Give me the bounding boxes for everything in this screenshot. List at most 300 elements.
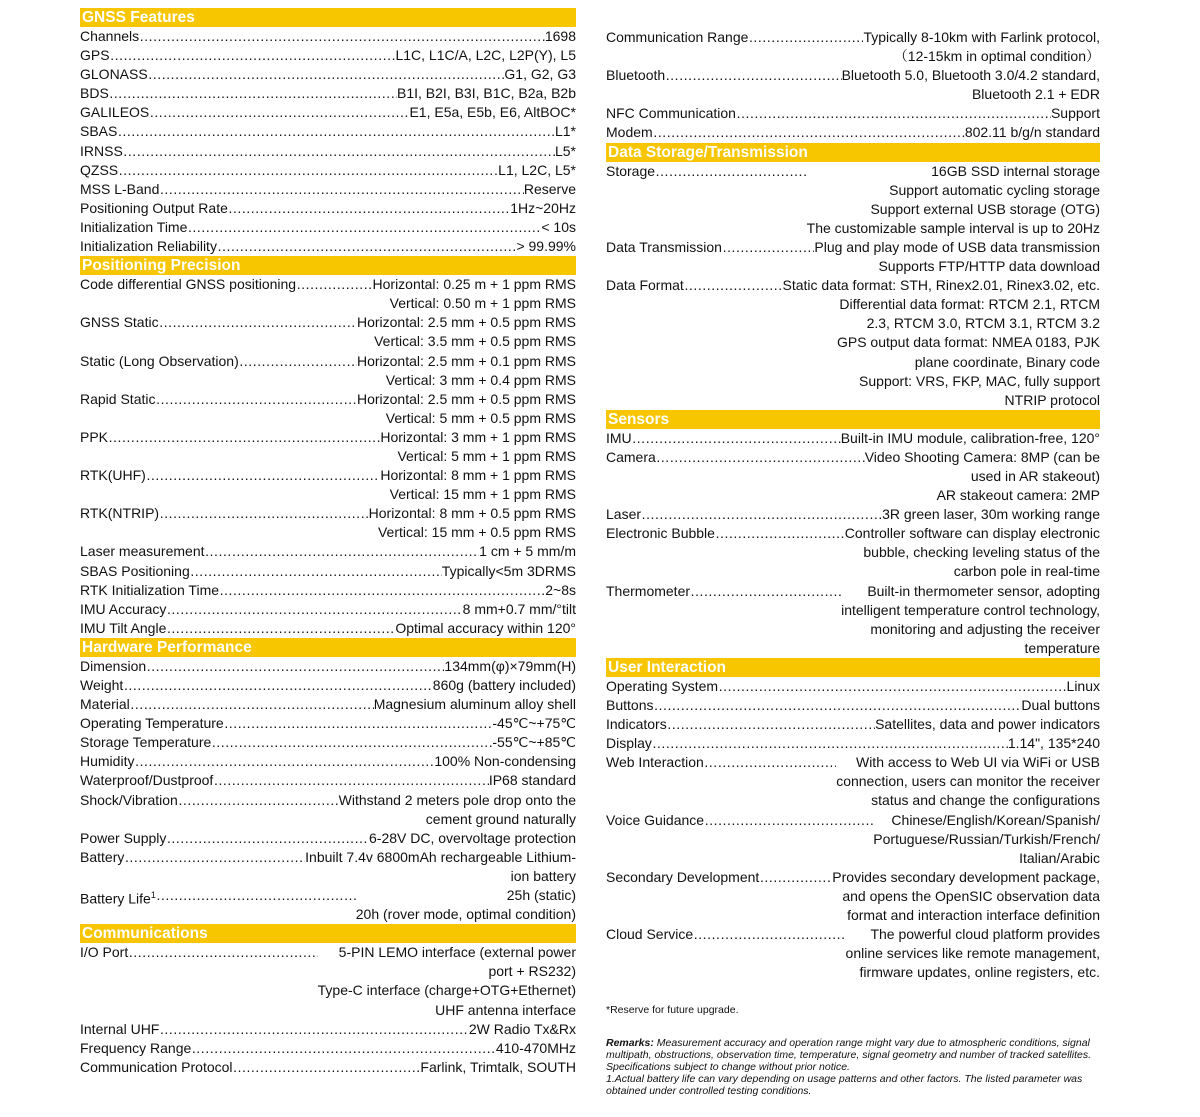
spec-label (606, 104, 736, 123)
spec-label (606, 677, 718, 696)
spec-value: Bluetooth 2.1 + EDR (971, 86, 1100, 103)
spec-row-electronic-bubble (606, 524, 1100, 581)
section-communications (80, 924, 576, 1077)
spec-label (80, 943, 128, 962)
spec-row-frequency-range (80, 1039, 576, 1058)
spec-label (80, 886, 156, 909)
spec-value: 2.3, RTCM 3.0, RTCM 3.1, RTCM 3.2 (866, 315, 1100, 332)
spec-value: Horizontal: 8 mm + 0.5 ppm RMS (368, 505, 576, 522)
spec-label-text: RTK Initialization Time (80, 581, 220, 598)
spec-row-initialization-reliability (80, 237, 576, 256)
section-hardware-performance (80, 638, 576, 924)
spec-label (80, 542, 205, 561)
spec-row-ppk (80, 428, 576, 466)
spec-row-data-transmission (606, 238, 1100, 276)
spec-value: Vertical: 3 mm + 0.4 ppm RMS (385, 371, 576, 388)
spec-label (606, 448, 656, 467)
dot-leader (139, 27, 545, 46)
spec-label-text: BDS (80, 85, 109, 102)
spec-row-rtk-uhf (80, 466, 576, 504)
spec-label (606, 715, 667, 734)
communications-continued (606, 28, 1100, 143)
spec-value: Horizontal: 2.5 mm + 0.5 ppm RMS (356, 390, 576, 407)
spec-label (80, 180, 159, 199)
spec-value: 6-28V DC, overvoltage protection (369, 829, 576, 846)
spec-row-operating-system (606, 677, 1100, 696)
spec-values (783, 276, 1100, 410)
spec-value: Built-in thermometer sensor, adopting (867, 582, 1100, 599)
spec-row-storage-temperature (80, 733, 576, 752)
spec-row-mss-l-band (80, 180, 576, 199)
section-positioning-precision (80, 256, 576, 638)
spec-value: Vertical: 3.5 mm + 0.5 ppm RMS (374, 333, 576, 350)
dot-leader (123, 676, 432, 695)
spec-label (80, 275, 296, 294)
dot-leader (736, 104, 1051, 123)
dot-leader (159, 504, 369, 523)
spec-value: connection, users can monitor the receiver (836, 773, 1100, 790)
spec-row-laser (606, 505, 1100, 524)
spec-values (395, 619, 576, 638)
spec-values (357, 390, 576, 428)
spec-value: GPS output data format: NMEA 0183, PJK (836, 334, 1100, 351)
spec-value: > 99.99% (516, 238, 576, 255)
dot-leader (166, 619, 395, 638)
spec-value: Static data format: STH, Rinex2.01, Rinex3.02, etc. (782, 277, 1100, 294)
spec-row-gps (80, 46, 576, 65)
dot-leader (213, 771, 489, 790)
spec-label (80, 695, 130, 714)
spec-row-initialization-time (80, 218, 576, 237)
dot-leader (148, 65, 505, 84)
spec-values (380, 466, 576, 504)
dot-leader (715, 524, 845, 543)
spec-value: 1 cm + 5 mm/m (479, 543, 576, 560)
spec-row-shock-vibration (80, 791, 576, 829)
right-sections (606, 143, 1100, 983)
spec-values (1067, 677, 1100, 696)
dot-leader (718, 677, 1066, 696)
spec-label (80, 46, 110, 65)
spec-values (1021, 696, 1100, 715)
dot-leader (217, 237, 516, 256)
spec-value: B1I, B2I, B3I, B1C, B2a, B2b (397, 85, 576, 102)
spec-value: UHF antenna interface (435, 1001, 576, 1018)
spec-label-text: Display (606, 735, 652, 752)
spec-value: L1C, L1C/A, L2C, L2P(Y), L5 (395, 47, 576, 64)
spec-value: Differential data format: RTCM 2.1, RTCM (839, 296, 1100, 313)
spec-label-text: MSS L-Band (80, 180, 160, 197)
spec-values (409, 103, 576, 122)
spec-values (545, 581, 576, 600)
spec-values (807, 162, 1100, 238)
spec-label (80, 1039, 191, 1058)
spec-values (380, 428, 576, 466)
dot-leader (156, 886, 356, 905)
spec-label-text: Rapid Static (80, 390, 156, 407)
spec-row-thermometer (606, 582, 1100, 658)
spec-row-sbas-positioning (80, 562, 576, 581)
spec-label-text: Data Transmission (606, 238, 722, 255)
spec-row-imu-accuracy (80, 600, 576, 619)
spec-row-rtk-initialization-time (80, 581, 576, 600)
spec-row-galileos (80, 103, 576, 122)
spec-value: L1* (554, 123, 576, 140)
spec-row-weight (80, 676, 576, 695)
spec-value: Plug and play mode of USB data transmission (814, 238, 1100, 255)
spec-value: The powerful cloud platform provides (870, 926, 1100, 943)
spec-label-text: Secondary Development (606, 868, 760, 885)
spec-value: -45℃~+75℃ (492, 715, 576, 732)
dot-leader (748, 28, 863, 47)
spec-label-text: Waterproof/Dustproof (80, 772, 214, 789)
spec-label (80, 103, 149, 122)
spec-value: Vertical: 15 mm + 1 ppm RMS (389, 486, 576, 503)
spec-values (841, 429, 1100, 448)
spec-label-text: Laser measurement (80, 543, 205, 560)
spec-value: 410-470MHz (495, 1039, 576, 1056)
section-data-storage-transmission (606, 143, 1100, 410)
spec-label-text: Cloud Service (606, 926, 694, 943)
spec-values (433, 676, 576, 695)
spec-label (606, 505, 641, 524)
spec-values (442, 562, 576, 581)
remarks (606, 1037, 1100, 1097)
spec-values (524, 180, 576, 199)
spec-value: Video Shooting Camera: 8MP (can be (864, 448, 1100, 465)
spec-label-text: Power Supply (80, 829, 167, 846)
spec-label-text: Buttons (606, 697, 654, 713)
dot-leader (118, 161, 498, 180)
dot-leader (187, 218, 541, 237)
dot-leader (108, 428, 380, 447)
spec-row-channels (80, 27, 576, 46)
dot-leader (117, 122, 555, 141)
dot-leader (296, 275, 372, 294)
spec-label-text: RTK(NTRIP) (80, 505, 160, 522)
spec-value: （12-15km in optimal condition） (893, 48, 1100, 65)
spec-label-text: Voice Guidance (606, 811, 705, 828)
spec-label (80, 562, 190, 581)
spec-row-secondary-development (606, 868, 1100, 925)
spec-row-waterproof-dustproof (80, 771, 576, 790)
spec-row-display (606, 734, 1100, 753)
spec-label (606, 811, 704, 830)
spec-value: format and interaction interface definition (847, 907, 1100, 924)
dot-leader (722, 238, 814, 257)
spec-values (842, 66, 1100, 104)
spec-label-text: NFC Communication (606, 105, 736, 122)
spec-value: L5* (554, 142, 576, 159)
spec-label-text: Web Interaction (606, 754, 704, 771)
spec-label (80, 161, 118, 180)
spec-value: Horizontal: 3 mm + 1 ppm RMS (380, 428, 576, 445)
spec-value: 100% Non-condensing (434, 753, 576, 770)
spec-value: Support external USB storage (OTG) (870, 200, 1100, 217)
spec-values (444, 657, 576, 676)
spec-value: Dual buttons (1021, 697, 1100, 713)
spec-value: < 10s (541, 218, 576, 235)
spec-value: NTRIP protocol (1004, 391, 1100, 408)
spec-label-text: Operating System (606, 677, 719, 694)
spec-row-rtk-ntrip (80, 504, 576, 542)
spec-values (541, 218, 576, 237)
left-column (80, 8, 576, 1077)
spec-values (1008, 734, 1100, 753)
spec-values (369, 504, 576, 542)
dot-leader (665, 66, 841, 85)
dot-leader (166, 829, 369, 848)
spec-label (80, 676, 123, 695)
dot-leader (178, 791, 339, 810)
spec-value: Vertical: 0.50 m + 1 ppm RMS (389, 295, 576, 312)
spec-label-text: Operating Temperature (80, 715, 224, 732)
spec-row-indicators (606, 715, 1100, 734)
spec-label-text: IRNSS (80, 142, 123, 159)
spec-value: plane coordinate, Binary code (914, 353, 1100, 370)
spec-label-text: Internal UHF (80, 1020, 160, 1037)
spec-value: 2W Radio Tx&Rx (468, 1020, 576, 1037)
spec-value: Inbuilt 7.4v 6800mAh rechargeable Lithium- (305, 848, 576, 865)
dot-leader (632, 429, 841, 448)
spec-row-gnss-static (80, 313, 576, 351)
spec-values (965, 123, 1100, 142)
spec-value: port + RS232) (488, 963, 576, 980)
spec-row-operating-temperature (80, 714, 576, 733)
dot-leader (211, 733, 492, 752)
spec-value: L1, L2C, L5* (498, 161, 576, 178)
spec-label (80, 313, 159, 332)
dot-leader (690, 582, 841, 601)
spec-row-cloud-service (606, 925, 1100, 982)
dot-leader (205, 542, 480, 561)
spec-value: IP68 standard (488, 772, 576, 789)
spec-label (80, 65, 148, 84)
spec-value: online services like remote management, (845, 945, 1100, 962)
spec-values (420, 1058, 576, 1077)
spec-values (555, 142, 576, 161)
spec-values (504, 65, 576, 84)
spec-label-text: PPK (80, 428, 109, 445)
spec-value: Built-in IMU module, calibration-free, 120° (840, 429, 1100, 446)
dot-leader (128, 943, 317, 962)
spec-label (80, 504, 159, 523)
spec-row-static-long-observation (80, 352, 576, 390)
spec-row-battery (80, 848, 576, 886)
spec-value: cement ground naturally (425, 810, 576, 827)
spec-row-imu (606, 429, 1100, 448)
dot-leader (653, 696, 1021, 715)
section-sensors (606, 410, 1100, 658)
dot-leader (159, 180, 523, 199)
spec-row-modem (606, 123, 1100, 142)
spec-row-power-supply (80, 829, 576, 848)
spec-value: carbon pole in real-time (953, 563, 1100, 580)
spec-value: Italian/Arabic (1019, 849, 1100, 866)
spec-label (80, 428, 108, 447)
spec-row-imu-tilt-angle (80, 619, 576, 638)
spec-label-text: IMU Accuracy (80, 600, 167, 617)
spec-label-text: Communication Range (606, 29, 749, 45)
spec-label (80, 600, 166, 619)
dot-leader (759, 868, 832, 887)
spec-value: 802.11 b/g/n standard (964, 124, 1100, 141)
spec-value: Horizontal: 2.5 mm + 0.5 ppm RMS (356, 314, 576, 331)
spec-row-rapid-static (80, 390, 576, 428)
dot-leader (159, 313, 357, 332)
spec-row-bds (80, 84, 576, 103)
spec-value: Support (1050, 105, 1100, 122)
spec-value: Horizontal: 2.5 mm + 0.1 ppm RMS (356, 352, 576, 369)
dot-leader (146, 466, 380, 485)
spec-label (606, 429, 632, 448)
spec-values (373, 275, 576, 313)
dot-leader (191, 1039, 496, 1058)
spec-values (510, 199, 576, 218)
spec-values (339, 791, 576, 829)
spec-values (357, 313, 576, 351)
spec-row-glonass (80, 65, 576, 84)
spec-label (606, 276, 684, 295)
dot-leader (134, 752, 434, 771)
spec-label (80, 714, 224, 733)
spec-values (492, 714, 576, 733)
spec-value: 16GB SSD internal storage (931, 162, 1100, 179)
dot-leader (130, 695, 374, 714)
spec-value: Withstand 2 meters pole drop onto the (338, 791, 576, 808)
dot-leader (228, 199, 510, 218)
dot-leader (110, 46, 396, 65)
spec-value: intelligent temperature control technology, (841, 601, 1100, 618)
spec-label-text: GALILEOS (80, 104, 150, 121)
spec-label (606, 696, 653, 715)
spec-label (80, 619, 166, 638)
spec-value: 1Hz~20Hz (510, 199, 576, 216)
spec-label (80, 1058, 233, 1077)
spec-label-text: Frequency Range (80, 1039, 192, 1056)
remarks-text: Measurement accuracy and operation range might vary due to atmospheric conditions, signal multipath, obstructions, observation time, temperature, signal geometry and number of tracked satellites. Specifications subject to change without prior notice. (606, 1037, 1091, 1074)
spec-value: The customizable sample interval is up to 20Hz (806, 219, 1100, 236)
spec-label (80, 848, 124, 867)
spec-value: Portuguese/Russian/Turkish/French/ (873, 830, 1100, 847)
spec-row-nfc-communication (606, 104, 1100, 123)
spec-label (80, 733, 211, 752)
spec-row-battery-life (80, 886, 576, 924)
spec-value: Vertical: 5 mm + 1 ppm RMS (397, 447, 576, 464)
spec-values (1051, 104, 1100, 123)
spec-value: E1, E5a, E5b, E6, AltBOC* (409, 104, 576, 121)
spec-value: bubble, checking leveling status of the (863, 544, 1100, 561)
spec-label (606, 524, 715, 543)
spec-value: With access to Web UI via WiFi or USB (855, 754, 1100, 771)
spec-label (80, 752, 134, 771)
spec-label-text: Indicators (606, 716, 667, 733)
spec-label-text: IMU (606, 429, 632, 446)
spec-label (80, 142, 123, 161)
spec-values (555, 122, 576, 141)
spec-value: Chinese/English/Korean/Spanish/ (891, 811, 1100, 828)
spec-label-text: Humidity (80, 753, 135, 770)
spec-label-text: Positioning Output Rate (80, 199, 228, 216)
spec-values (873, 811, 1100, 868)
spec-values (498, 161, 576, 180)
spec-label-text: Dimension (80, 657, 147, 674)
spec-values (479, 542, 576, 561)
section-header: Data Storage/Transmission (606, 143, 1100, 162)
spec-values (496, 1039, 576, 1058)
spec-values (846, 925, 1100, 982)
spec-values (357, 352, 576, 390)
spec-value: Farlink, Trimtalk, SOUTH (420, 1058, 576, 1075)
spec-value: Vertical: 15 mm + 0.5 ppm RMS (377, 524, 576, 541)
spec-label (606, 734, 652, 753)
section-user-interaction (606, 658, 1100, 983)
spec-label-text: QZSS (80, 161, 119, 178)
spec-label (606, 925, 693, 944)
spec-label (606, 582, 690, 601)
dot-leader (655, 162, 807, 181)
spec-label-text: Shock/Vibration (80, 791, 178, 808)
dot-leader (124, 848, 305, 867)
section-header: GNSS Features (80, 8, 576, 27)
spec-label-text: GNSS Static (80, 314, 159, 331)
spec-values (814, 238, 1100, 276)
spec-row-communication-protocol (80, 1058, 576, 1077)
spec-value: Typically<5m 3DRMS (441, 562, 576, 579)
spec-label-text: Storage Temperature (80, 734, 212, 751)
spec-value: monitoring and adjusting the receiver (870, 620, 1100, 637)
spec-row-data-format (606, 276, 1100, 410)
spec-label-text: SBAS (80, 123, 118, 140)
spec-value: Support automatic cycling storage (889, 181, 1100, 198)
spec-value: 20h (rover mode, optimal condition) (355, 906, 576, 923)
spec-label (80, 791, 178, 810)
spec-label-text: RTK(UHF) (80, 467, 146, 484)
spec-value: Linux (1066, 677, 1100, 694)
spec-values (841, 582, 1100, 658)
spec-label-text: Initialization Reliability (80, 238, 217, 255)
dot-leader (155, 390, 356, 409)
spec-label-text: Laser (606, 506, 642, 523)
spec-row-voice-guidance (606, 811, 1100, 868)
spec-value: G1, G2, G3 (504, 66, 576, 83)
spec-value: Supports FTP/HTTP data download (878, 258, 1100, 275)
spec-label-text: Initialization Time (80, 218, 188, 235)
spec-value: firmware updates, online registers, etc. (859, 964, 1100, 981)
spec-row-irnss (80, 142, 576, 161)
dot-leader (656, 448, 865, 467)
spec-values (489, 771, 576, 790)
spec-values (369, 829, 576, 848)
dot-leader (239, 352, 357, 371)
spec-value: 2~8s (545, 581, 576, 598)
spec-row-sbas (80, 122, 576, 141)
spec-row-laser-measurement (80, 542, 576, 561)
spec-values (463, 600, 576, 619)
dot-leader (684, 276, 783, 295)
spec-label-text: Static (Long Observation) (80, 352, 239, 369)
spec-value: Bluetooth 5.0, Bluetooth 3.0/4.2 standard, (841, 67, 1100, 84)
spec-values (516, 237, 576, 256)
spec-row-buttons (606, 696, 1100, 715)
spec-label (606, 868, 759, 887)
spec-label (80, 829, 166, 848)
spec-value: 8 mm+0.7 mm/°tilt (462, 600, 576, 617)
spec-row-material (80, 695, 576, 714)
spec-label-text: Camera (606, 448, 656, 465)
spec-label-text: Battery (80, 848, 125, 865)
spec-label-text: Storage (606, 162, 656, 179)
